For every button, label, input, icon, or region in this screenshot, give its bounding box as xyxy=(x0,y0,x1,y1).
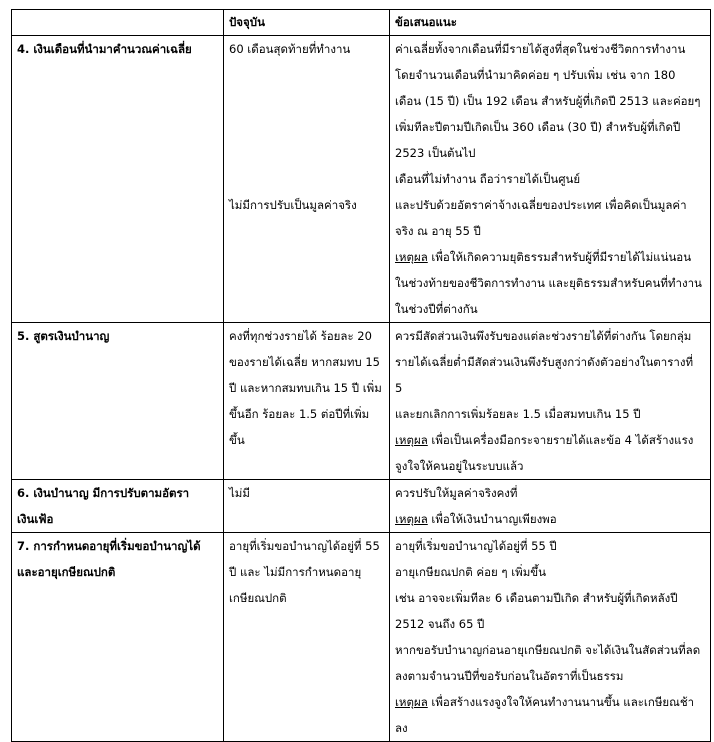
table-row xyxy=(12,480,711,533)
row-proposal xyxy=(390,36,711,323)
current-text: อายุที่เริ่มขอบำนาญได้อยู่ที่ 55 ปี และ ไม่มีการกำหนดอายุเกษียณปกติ xyxy=(229,539,380,605)
proposal-text: และยกเลิกการเพิ่มร้อยละ 1.5 เมื่อสมทบเกิน 15 ปี xyxy=(395,407,641,421)
header-current: ปัจจุบัน xyxy=(224,10,390,36)
comparison-table xyxy=(11,9,711,742)
current-text: ไม่มี xyxy=(229,486,250,500)
row-proposal xyxy=(390,533,711,742)
row-topic xyxy=(12,533,224,742)
row-current xyxy=(224,36,390,323)
header-proposal: ข้อเสนอแนะ xyxy=(390,10,711,36)
topic-text: 7. การกำหนดอายุที่เริ่มขอบำนาญได้ และอายุเกษียณปกติ xyxy=(17,539,201,579)
reason-text: เพื่อให้เกิดความยุติธรรมสำหรับผู้ที่มีรายได้ไม่แน่นอนในช่วงท้ายของชีวิตการทำงาน และยุติธรรมสำหรับคนที่ทำงานในช่วงปีที่ต่างกัน xyxy=(395,250,702,316)
topic-text: 6. เงินบำนาญ มีการปรับตามอัตราเงินเฟ้อ xyxy=(17,486,190,526)
proposal-text: และปรับด้วยอัตราค่าจ้างเฉลี่ยของประเทศ เพื่อคิดเป็นมูลค่าจริง ณ อายุ 55 ปี xyxy=(395,198,687,238)
proposal-text: ควรมีสัดส่วนเงินพึงรับของแต่ละช่วงรายได้ที่ต่างกัน โดยกลุ่มรายได้เฉลี่ยต่ำมีสัดส่วนเงินพึงรับสูงกว่าดังตัวอย่างในตารางที่ 5 xyxy=(395,329,694,395)
proposal-text: หากขอรับบำนาญก่อนอายุเกษียณปกติ จะได้เงินในสัดส่วนที่ลดลงตามจำนวนปีที่ขอรับก่อนในอัตราที่เป็นธรรม xyxy=(395,643,701,683)
reason-block xyxy=(395,427,704,479)
row-topic xyxy=(12,323,224,480)
row-topic xyxy=(12,36,224,323)
proposal-text: ค่าเฉลี่ยทั้งจากเดือนที่มีรายได้สูงที่สุดในช่วงชีวิตการทำงาน โดยจำนวนเดือนที่นำมาคิดค่อย ๆ ปรับเพิ่ม เช่น จาก 180 เดือน (15 ปี) เป็น 192 เดือน สำหรับผู้ที่เกิดปี 2513 และค่อยๆ เพิ่มทีละปีตามปีเกิดเป็น 360 เดือน (30 ปี) สำหรับผู้ที่เกิดปี 2523 เป็นต้นไป xyxy=(395,42,701,160)
proposal-text: ควรปรับให้มูลค่าจริงคงที่ xyxy=(395,486,518,500)
topic-text: 5. สูตรเงินบำนาญ xyxy=(17,329,110,343)
reason-text: เพื่อให้เงินบำนาญเพียงพอ xyxy=(427,512,557,526)
reason-text: เพื่อเป็นเครื่องมือกระจายรายได้และข้อ 4 ได้สร้างแรงจูงใจให้คนอยู่ในระบบแล้ว xyxy=(395,433,694,473)
header-row xyxy=(12,10,711,36)
reason-text: เพื่อสร้างแรงจูงใจให้คนทำงานนานขึ้น และเกษียณช้าลง xyxy=(395,695,695,735)
proposal-text: อายุเกษียณปกติ ค่อย ๆ เพิ่มขึ้น xyxy=(395,565,547,579)
topic-text: 4. เงินเดือนที่นำมาคำนวณค่าเฉลี่ย xyxy=(17,42,192,56)
reason-block xyxy=(395,689,704,741)
row-proposal xyxy=(390,323,711,480)
row-current xyxy=(224,480,390,533)
reason-label: เหตุผล xyxy=(395,433,428,447)
header-topic xyxy=(12,10,224,36)
proposal-text: อายุที่เริ่มขอบำนาญได้อยู่ที่ 55 ปี xyxy=(395,539,557,553)
reason-block xyxy=(395,506,704,532)
table-row xyxy=(12,36,711,323)
row-proposal xyxy=(390,480,711,533)
reason-label: เหตุผล xyxy=(395,695,428,709)
reason-block xyxy=(395,244,704,322)
row-current xyxy=(224,323,390,480)
table-row xyxy=(12,533,711,742)
reason-label: เหตุผล xyxy=(395,512,428,526)
row-current xyxy=(224,533,390,742)
row-topic xyxy=(12,480,224,533)
table-row xyxy=(12,323,711,480)
current-text: ไม่มีการปรับเป็นมูลค่าจริง xyxy=(229,198,357,212)
reason-label: เหตุผล xyxy=(395,250,428,264)
current-text: คงที่ทุกช่วงรายได้ ร้อยละ 20 ของรายได้เฉลี่ย หากสมทบ 15 ปี และหากสมทบเกิน 15 ปี เพิ่มขึ้นอีก ร้อยละ 1.5 ต่อปีที่เพิ่มขึ้น xyxy=(229,329,382,447)
current-text: 60 เดือนสุดท้ายที่ทำงาน xyxy=(229,42,351,56)
proposal-text: เดือนที่ไม่ทำงาน ถือว่ารายได้เป็นศูนย์ xyxy=(395,172,581,186)
proposal-text: เช่น อาจจะเพิ่มทีละ 6 เดือนตามปีเกิด สำหรับผู้ที่เกิดหลังปี 2512 จนถึง 65 ปี xyxy=(395,591,678,631)
